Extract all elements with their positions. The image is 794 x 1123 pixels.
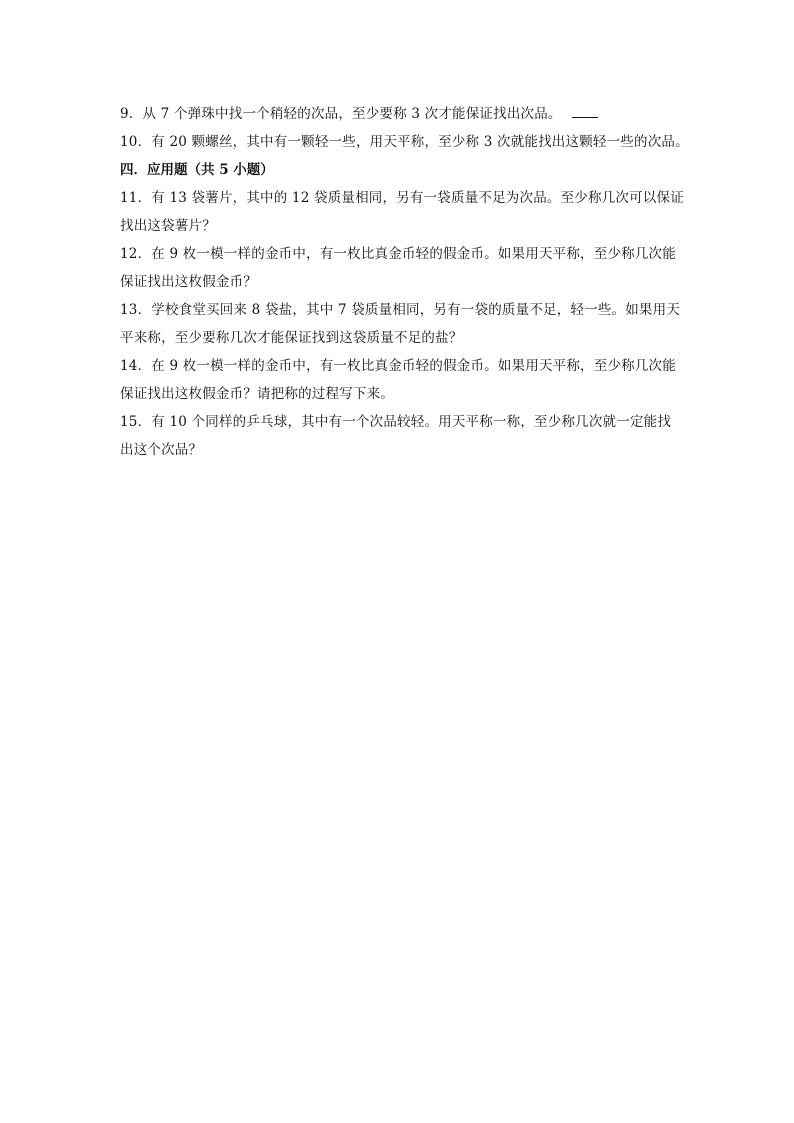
problem-15-line-2: 出这个次品？ [120,442,203,458]
problem-11-line-2: 找出这袋薯片？ [120,218,216,234]
problem-12 [120,240,680,296]
problem-13-line-1: 13．学校食堂买回来 8 袋盐，其中 7 袋质量相同，另有一袋的质量不足，轻一些。如果用天 [120,302,681,318]
problem-11 [120,184,684,240]
section-heading: 四．应用题（共 5 小题） [120,162,274,178]
answer-blank[interactable] [572,105,598,118]
problem-14-line-1: 14．在 9 枚一模一样的金币中，有一枚比真金币轻的假金币。如果用天平称，至少称几次能 [120,358,676,374]
problem-12-line-1: 12．在 9 枚一模一样的金币中，有一枚比真金币轻的假金币。如果用天平称，至少称几次能 [120,246,676,262]
question-10-text: 10．有 20 颗螺丝，其中有一颗轻一些，用天平称，至少称 3 次就能找出这颗轻一些的次品。 [120,134,689,150]
problem-15-line-1: 15．有 10 个同样的乒乓球，其中有一个次品较轻。用天平称一称，至少称几次就一定能找 [120,414,672,430]
problem-13-line-2: 平来称，至少要称几次才能保证找到这袋质量不足的盐？ [120,330,463,346]
problem-14 [120,352,680,408]
question-9-text: 9．从 7 个弹珠中找一个稍轻的次品，至少要称 3 次才能保证找出次品。 [120,106,562,122]
question-9 [120,100,680,128]
problem-15 [120,408,680,464]
worksheet-page [120,100,689,464]
problem-11-line-1: 11．有 13 袋薯片，其中的 12 袋质量相同，另有一袋质量不足为次品。至少称几次可以保证 [120,190,684,206]
problem-14-line-2: 保证找出这枚假金币？请把称的过程写下来。 [120,386,394,402]
problem-12-line-2: 保证找出这枚假金币？ [120,274,257,290]
question-10 [120,128,689,156]
problem-13 [120,296,680,352]
